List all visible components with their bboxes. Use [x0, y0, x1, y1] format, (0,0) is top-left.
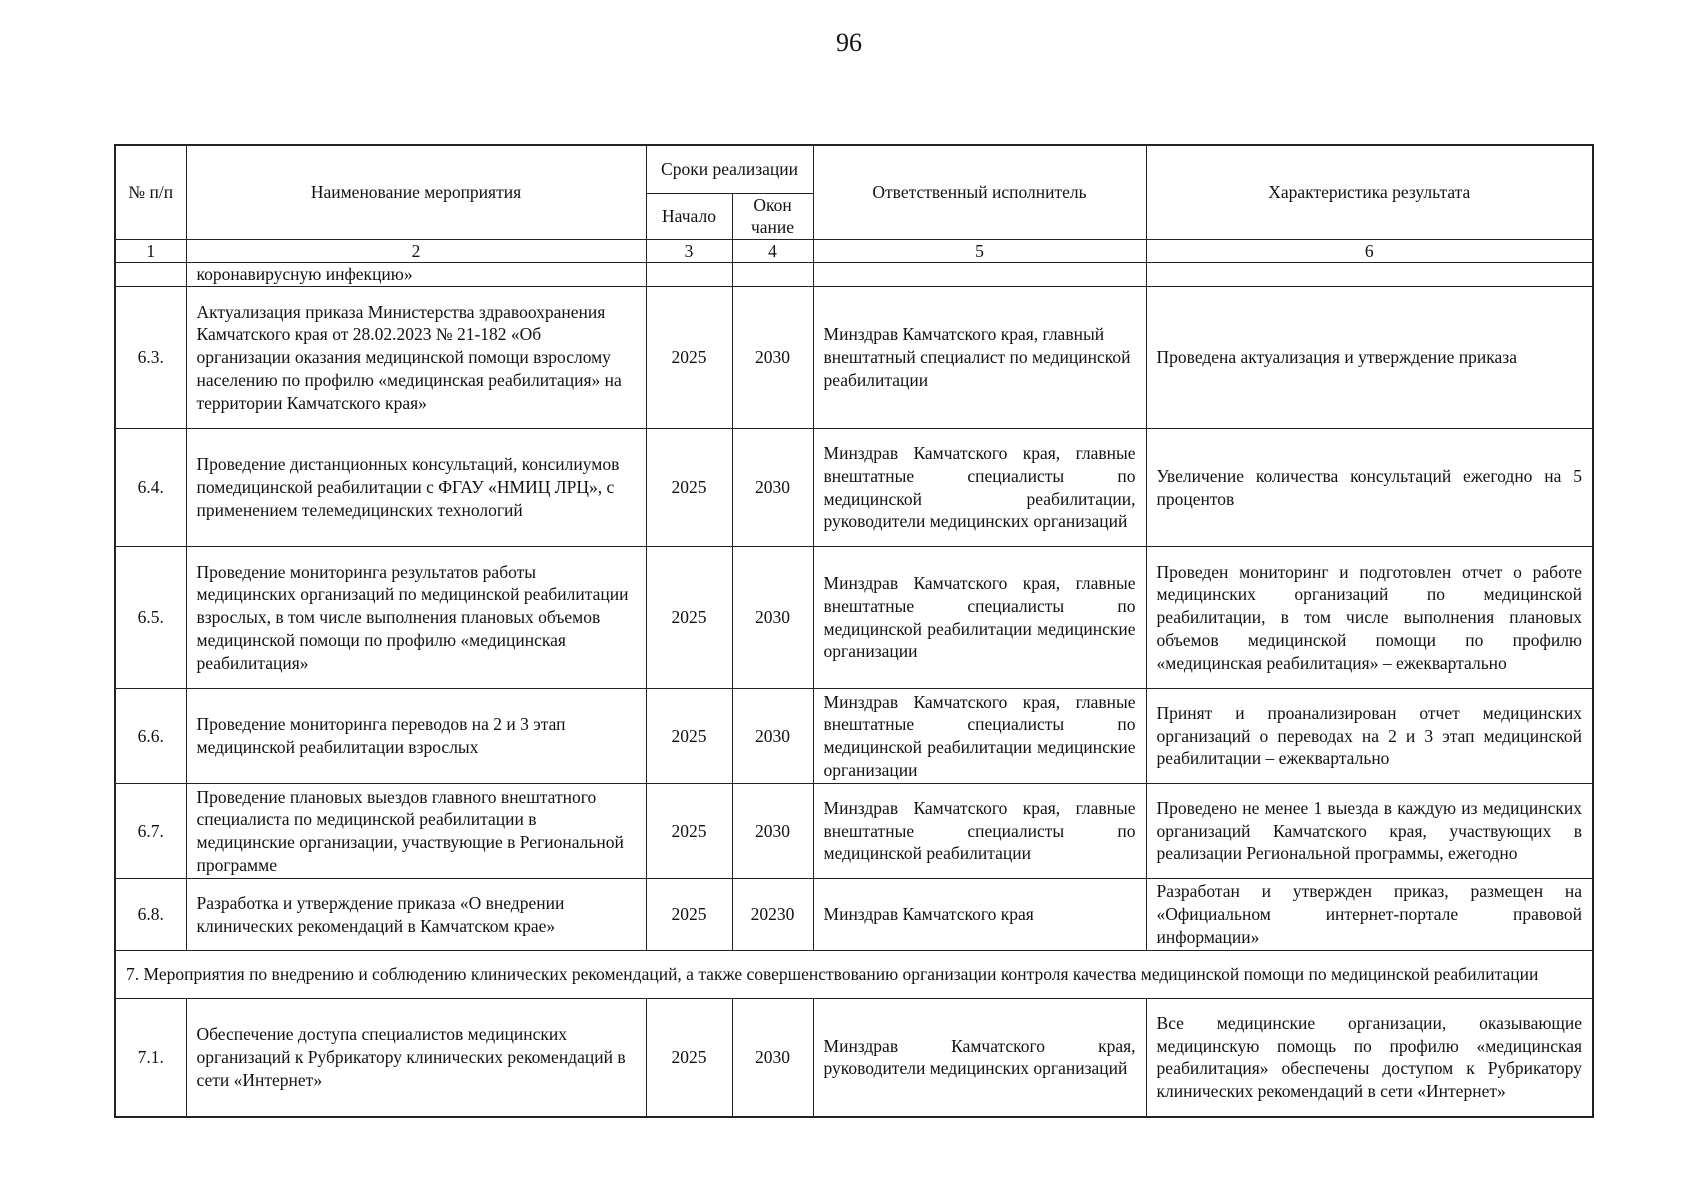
table-row: [115, 547, 1593, 689]
row-responsible: Минздрав Камчатского края, главные внештатные специалисты по медицинской реабилитации, руководители медицинских организаций: [813, 429, 1146, 547]
row-end: 20230: [732, 879, 813, 951]
page-number: 96: [836, 28, 862, 57]
row-responsible: Минздрав Камчатского края: [813, 879, 1146, 951]
table-row: [115, 287, 1593, 429]
row-result: Проведена актуализация и утверждение приказа: [1146, 287, 1593, 429]
row-name: Проведение плановых выездов главного внештатного специалиста по медицинской реабилитации в медицинские организации, участвующие в Региональной программе: [186, 784, 646, 879]
header-end: Окон чание: [732, 193, 813, 240]
row-responsible: Минздрав Камчатского края, руководители медицинских организаций: [813, 999, 1146, 1117]
col-number: 4: [732, 240, 813, 263]
row-result: Принят и проанализирован отчет медицинских организаций о переводах на 2 и 3 этап медицинской реабилитации – ежеквартально: [1146, 689, 1593, 784]
row-name: Обеспечение доступа специалистов медицинских организаций к Рубрикатору клинических рекомендаций в сети «Интернет»: [186, 999, 646, 1117]
section-row: [115, 951, 1593, 999]
row-num: 6.5.: [115, 547, 186, 689]
table-row: [115, 263, 1593, 287]
row-end: 2030: [732, 784, 813, 879]
row-start: 2025: [646, 429, 732, 547]
activities-table: [114, 144, 1594, 1118]
header-start: Начало: [646, 193, 732, 240]
header-responsible: Ответственный исполнитель: [813, 145, 1146, 240]
header-result: Характеристика результата: [1146, 145, 1593, 240]
row-name: Проведение дистанционных консультаций, консилиумов помедицинской реабилитации с ФГАУ «НМИЦ ЛРЦ», с применением телемедицинских технологий: [186, 429, 646, 547]
table-row: [115, 689, 1593, 784]
row-responsible: Минздрав Камчатского края, главные внештатные специалисты по медицинской реабилитации медицинские организации: [813, 547, 1146, 689]
row-name: Проведение мониторинга результатов работы медицинских организаций по медицинской реабилитации взрослых, в том числе выполнения плановых объемов медицинской помощи по профилю «медицинская реабилитация»: [186, 547, 646, 689]
row-result: Все медицинские организации, оказывающие медицинскую помощь по профилю «медицинская реабилитация» обеспечены доступом к Рубрикатору клинических рекомендаций в сети «Интернет»: [1146, 999, 1593, 1117]
row-responsible: Минздрав Камчатского края, главные внештатные специалисты по медицинской реабилитации: [813, 784, 1146, 879]
row-responsible: Минздрав Камчатского края, главные внештатные специалисты по медицинской реабилитации медицинские организации: [813, 689, 1146, 784]
row-start: 2025: [646, 784, 732, 879]
header-name: Наименование мероприятия: [186, 145, 646, 240]
row-responsible: Минздрав Камчатского края, главный внештатный специалист по медицинской реабилитации: [813, 287, 1146, 429]
row-result: Проведен мониторинг и подготовлен отчет о работе медицинских организаций по медицинской реабилитации, в том числе выполнения плановых объемов медицинской помощи по профилю «медицинская реабилитация» – ежеквартально: [1146, 547, 1593, 689]
row-start: 2025: [646, 999, 732, 1117]
row-name: Проведение мониторинга переводов на 2 и 3 этап медицинской реабилитации взрослых: [186, 689, 646, 784]
table-row: [115, 429, 1593, 547]
section-title: 7. Мероприятия по внедрению и соблюдению клинических рекомендаций, а также совершенствованию организации контроля качества медицинской помощи по медицинской реабилитации: [115, 951, 1593, 999]
row-result: Проведено не менее 1 выезда в каждую из медицинских организаций Камчатского края, участвующих в реализации Региональной программы, ежегодно: [1146, 784, 1593, 879]
continuation-text: коронавирусную инфекцию»: [186, 263, 646, 287]
header-terms: Сроки реализации: [646, 145, 813, 193]
row-name: Актуализация приказа Министерства здравоохранения Камчатского края от 28.02.2023 № 21-182 «Об организации оказания медицинской помощи взрослому населению по профилю «медицинская реабилитация» на территории Камчатского края»: [186, 287, 646, 429]
row-start: 2025: [646, 287, 732, 429]
row-name: Разработка и утверждение приказа «О внедрении клинических рекомендаций в Камчатском крае»: [186, 879, 646, 951]
table-row: [115, 784, 1593, 879]
col-number: 6: [1146, 240, 1593, 263]
row-num: 6.4.: [115, 429, 186, 547]
row-start: 2025: [646, 879, 732, 951]
row-end: 2030: [732, 429, 813, 547]
row-result: Увеличение количества консультаций ежегодно на 5 процентов: [1146, 429, 1593, 547]
row-end: 2030: [732, 999, 813, 1117]
table-row: [115, 999, 1593, 1117]
col-number: 3: [646, 240, 732, 263]
col-number: 5: [813, 240, 1146, 263]
row-start: 2025: [646, 547, 732, 689]
header-num: № п/п: [115, 145, 186, 240]
row-num: 6.6.: [115, 689, 186, 784]
row-start: 2025: [646, 689, 732, 784]
row-result: Разработан и утвержден приказ, размещен на «Официальном интернет-портале правовой информации»: [1146, 879, 1593, 951]
row-num: 7.1.: [115, 999, 186, 1117]
row-num: 6.3.: [115, 287, 186, 429]
row-end: 2030: [732, 547, 813, 689]
row-num: 6.8.: [115, 879, 186, 951]
col-number: 1: [115, 240, 186, 263]
row-end: 2030: [732, 287, 813, 429]
table-row: [115, 879, 1593, 951]
col-number: 2: [186, 240, 646, 263]
row-num: 6.7.: [115, 784, 186, 879]
row-end: 2030: [732, 689, 813, 784]
